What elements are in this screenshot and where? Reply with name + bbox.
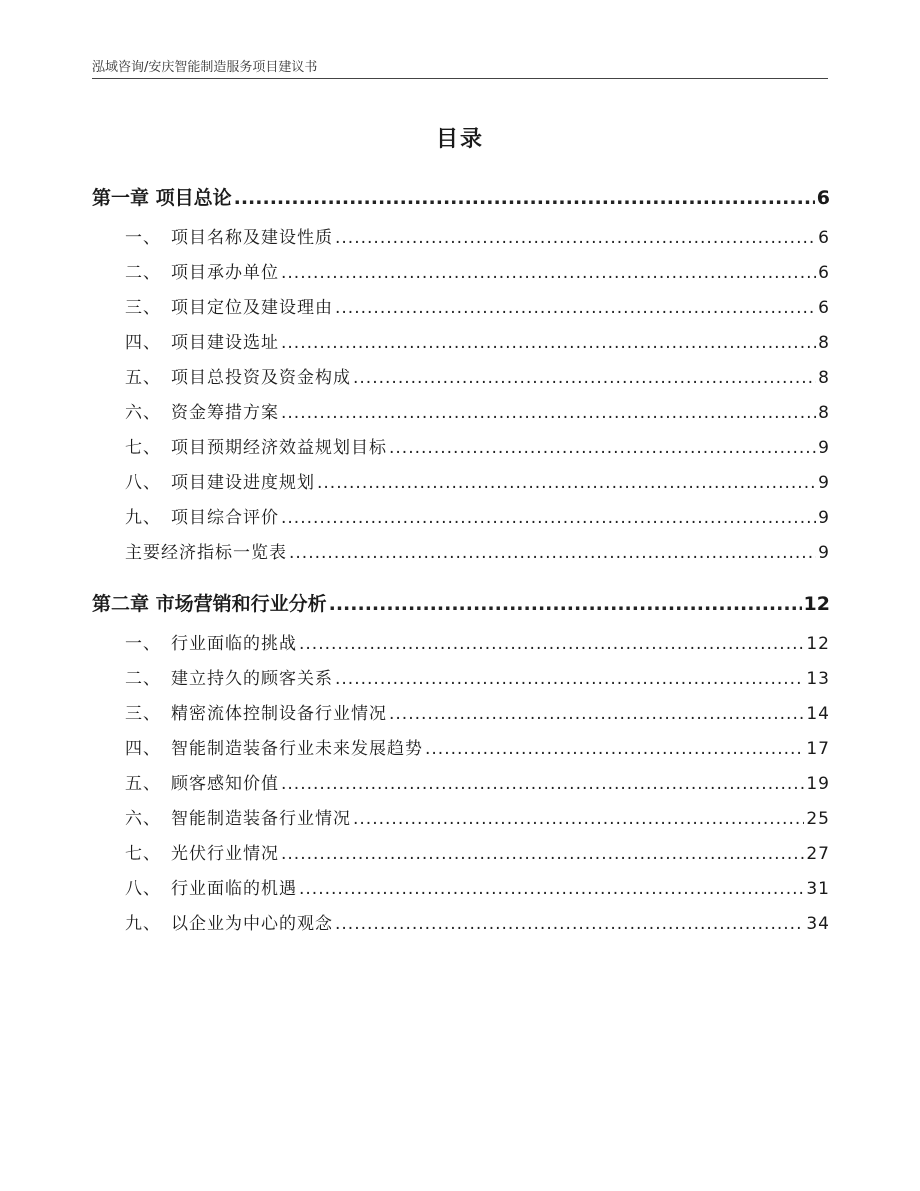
entry-label: 精密流体控制设备行业情况 bbox=[171, 704, 387, 724]
toc-entry[interactable] bbox=[125, 328, 830, 363]
entry-number: 五、 bbox=[125, 774, 161, 794]
entry-label: 项目承办单位 bbox=[171, 263, 279, 283]
leader-dots bbox=[335, 914, 804, 934]
entry-label: 行业面临的挑战 bbox=[171, 634, 297, 654]
page-number: 6 bbox=[818, 228, 830, 248]
running-header: 泓域咨询/安庆智能制造服务项目建议书 bbox=[92, 60, 318, 75]
leader-dots bbox=[353, 368, 816, 388]
leader-dots bbox=[425, 739, 804, 759]
toc-entry[interactable] bbox=[125, 874, 830, 909]
leader-dots bbox=[335, 669, 804, 689]
entry-label: 行业面临的机遇 bbox=[171, 879, 297, 899]
page-number: 25 bbox=[806, 809, 830, 829]
leader-dots bbox=[353, 809, 804, 829]
entry-label: 项目预期经济效益规划目标 bbox=[171, 438, 387, 458]
leader-dots bbox=[299, 879, 804, 899]
entry-number: 七、 bbox=[125, 844, 161, 864]
entry-label: 以企业为中心的观念 bbox=[171, 914, 333, 934]
leader-dots bbox=[281, 774, 804, 794]
leader-dots bbox=[234, 187, 815, 209]
leader-dots bbox=[335, 228, 816, 248]
toc-entry[interactable] bbox=[125, 699, 830, 734]
entry-number: 六、 bbox=[125, 403, 161, 423]
page-number: 8 bbox=[818, 368, 830, 388]
leader-dots bbox=[335, 298, 816, 318]
leader-dots bbox=[281, 263, 816, 283]
entry-number: 四、 bbox=[125, 739, 161, 759]
page-number: 34 bbox=[806, 914, 830, 934]
toc-entry[interactable] bbox=[125, 734, 830, 769]
page-number: 6 bbox=[818, 298, 830, 318]
entry-label: 光伏行业情况 bbox=[171, 844, 279, 864]
leader-dots bbox=[281, 844, 804, 864]
leader-dots bbox=[289, 543, 816, 563]
leader-dots bbox=[389, 438, 816, 458]
leader-dots bbox=[281, 333, 816, 353]
entry-label: 项目建设进度规划 bbox=[171, 473, 315, 493]
toc-entry[interactable] bbox=[125, 468, 830, 503]
page-number: 9 bbox=[818, 543, 830, 563]
toc-entry[interactable] bbox=[125, 664, 830, 699]
toc-entry[interactable] bbox=[125, 538, 830, 573]
toc-entry[interactable] bbox=[125, 293, 830, 328]
entry-label: 顾客感知价值 bbox=[171, 774, 279, 794]
entry-label: 项目建设选址 bbox=[171, 333, 279, 353]
entry-number: 四、 bbox=[125, 333, 161, 353]
toc-entry[interactable] bbox=[125, 223, 830, 258]
table-of-contents bbox=[92, 183, 830, 944]
leader-dots bbox=[329, 593, 802, 615]
entry-number: 二、 bbox=[125, 263, 161, 283]
leader-dots bbox=[389, 704, 804, 724]
entry-number: 三、 bbox=[125, 298, 161, 318]
toc-entry[interactable] bbox=[125, 909, 830, 944]
page-number: 31 bbox=[806, 879, 830, 899]
entry-number: 五、 bbox=[125, 368, 161, 388]
page-number: 13 bbox=[806, 669, 830, 689]
toc-entry[interactable] bbox=[125, 503, 830, 538]
entry-number: 七、 bbox=[125, 438, 161, 458]
entry-label: 建立持久的顾客关系 bbox=[171, 669, 333, 689]
page-number: 17 bbox=[806, 739, 830, 759]
toc-entry[interactable] bbox=[125, 839, 830, 874]
leader-dots bbox=[299, 634, 804, 654]
toc-chapter[interactable] bbox=[92, 183, 830, 213]
entry-number: 六、 bbox=[125, 809, 161, 829]
entry-label: 项目综合评价 bbox=[171, 508, 279, 528]
leader-dots bbox=[317, 473, 816, 493]
entry-label: 项目名称及建设性质 bbox=[171, 228, 333, 248]
leader-dots bbox=[281, 403, 816, 423]
leader-dots bbox=[281, 508, 816, 528]
toc-title: 目录 bbox=[435, 127, 484, 152]
entry-label: 资金筹措方案 bbox=[171, 403, 279, 423]
chapter-label: 第一章 项目总论 bbox=[92, 187, 232, 209]
page-number: 12 bbox=[803, 593, 830, 615]
toc-entry[interactable] bbox=[125, 629, 830, 664]
header-rule bbox=[92, 78, 828, 79]
toc-entry[interactable] bbox=[125, 363, 830, 398]
page-number: 14 bbox=[806, 704, 830, 724]
page-number: 19 bbox=[806, 774, 830, 794]
toc-entry[interactable] bbox=[125, 258, 830, 293]
page-number: 12 bbox=[806, 634, 830, 654]
page-number: 8 bbox=[818, 403, 830, 423]
entry-number: 八、 bbox=[125, 879, 161, 899]
entry-number: 二、 bbox=[125, 669, 161, 689]
entry-number: 九、 bbox=[125, 508, 161, 528]
page-number: 6 bbox=[816, 187, 830, 209]
entry-number: 一、 bbox=[125, 228, 161, 248]
entry-label: 项目总投资及资金构成 bbox=[171, 368, 351, 388]
toc-chapter[interactable] bbox=[92, 589, 830, 619]
page-number: 9 bbox=[818, 473, 830, 493]
chapter-label: 第二章 市场营销和行业分析 bbox=[92, 593, 327, 615]
toc-entry[interactable] bbox=[125, 769, 830, 804]
entry-label: 项目定位及建设理由 bbox=[171, 298, 333, 318]
entry-number: 三、 bbox=[125, 704, 161, 724]
entry-label: 智能制造装备行业情况 bbox=[171, 809, 351, 829]
toc-entry[interactable] bbox=[125, 433, 830, 468]
page-number: 9 bbox=[818, 508, 830, 528]
page-number: 8 bbox=[818, 333, 830, 353]
entry-number: 一、 bbox=[125, 634, 161, 654]
entry-label: 主要经济指标一览表 bbox=[125, 543, 287, 563]
page-number: 27 bbox=[806, 844, 830, 864]
toc-entry[interactable] bbox=[125, 804, 830, 839]
toc-entry[interactable] bbox=[125, 398, 830, 433]
entry-number: 九、 bbox=[125, 914, 161, 934]
page-number: 9 bbox=[818, 438, 830, 458]
entry-number: 八、 bbox=[125, 473, 161, 493]
entry-label: 智能制造装备行业未来发展趋势 bbox=[171, 739, 423, 759]
page-number: 6 bbox=[818, 263, 830, 283]
